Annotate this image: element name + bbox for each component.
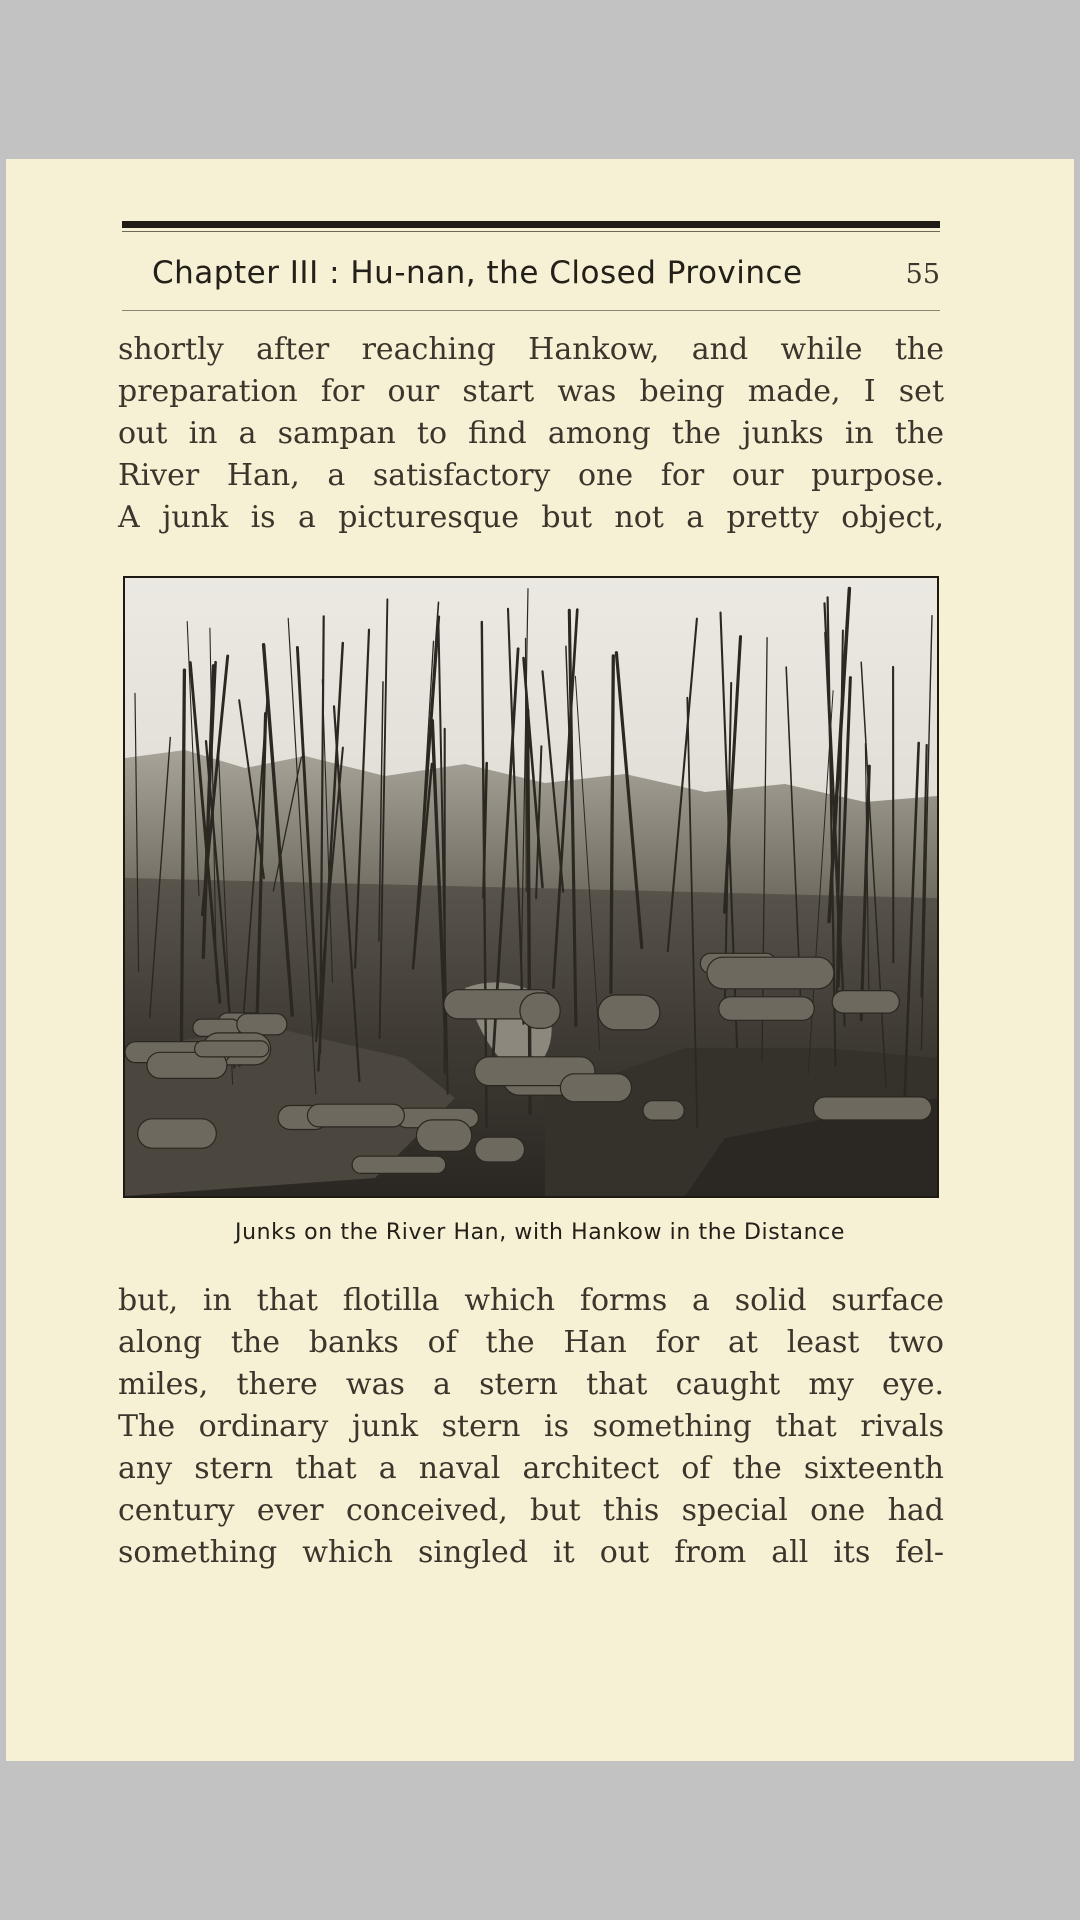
junk-hull	[475, 1137, 525, 1162]
text-line: miles, there was a stern that caught my eye.	[118, 1367, 944, 1402]
text-line: out in a sampan to find among the junks in the	[118, 416, 944, 451]
junk-hull	[138, 1119, 217, 1148]
text-line: along the banks of the Han for at least two	[118, 1325, 944, 1360]
body-text-top	[118, 329, 944, 539]
page-number: 55	[905, 259, 940, 290]
text-line: preparation for our start was being made, I set	[118, 374, 944, 409]
junk-hull	[352, 1156, 446, 1173]
text-line: River Han, a satisfactory one for our purpose.	[118, 458, 944, 493]
photograph-junks-on-river	[123, 576, 939, 1198]
junk-hull	[832, 991, 899, 1014]
body-text-bottom	[118, 1280, 944, 1574]
junk-hull	[719, 997, 814, 1021]
junk-hull	[707, 957, 834, 989]
figure-caption: Junks on the River Han, with Hankow in the Distance	[235, 1220, 845, 1245]
text-line: but, in that flotilla which forms a solid surface	[118, 1283, 944, 1318]
junk-hull	[814, 1097, 932, 1120]
text-line: something which singled it out from all its fel-	[118, 1535, 944, 1570]
junk-hull	[560, 1074, 631, 1102]
header-rule-thick	[122, 221, 940, 228]
header-rule-bottom	[122, 310, 940, 311]
text-line: A junk is a picturesque but not a pretty object,	[118, 500, 944, 535]
text-line: century ever conceived, but this special one had	[118, 1493, 944, 1528]
junk-hull	[307, 1104, 404, 1127]
text-line: shortly after reaching Hankow, and while the	[118, 332, 944, 367]
junk-hull	[643, 1101, 684, 1120]
text-line: any stern that a naval architect of the sixteenth	[118, 1451, 944, 1486]
junk-hull	[195, 1041, 269, 1057]
junk-hull	[416, 1120, 471, 1152]
junk-hull	[520, 993, 560, 1029]
junk-hull	[598, 995, 660, 1030]
header-rule-thin	[122, 231, 940, 232]
running-header-title: Chapter III : Hu-nan, the Closed Province	[152, 255, 803, 291]
junk-hull	[237, 1014, 287, 1035]
book-page	[6, 159, 1074, 1761]
text-line: The ordinary junk stern is something that rivals	[118, 1409, 944, 1444]
photo-illustration	[125, 578, 937, 1196]
